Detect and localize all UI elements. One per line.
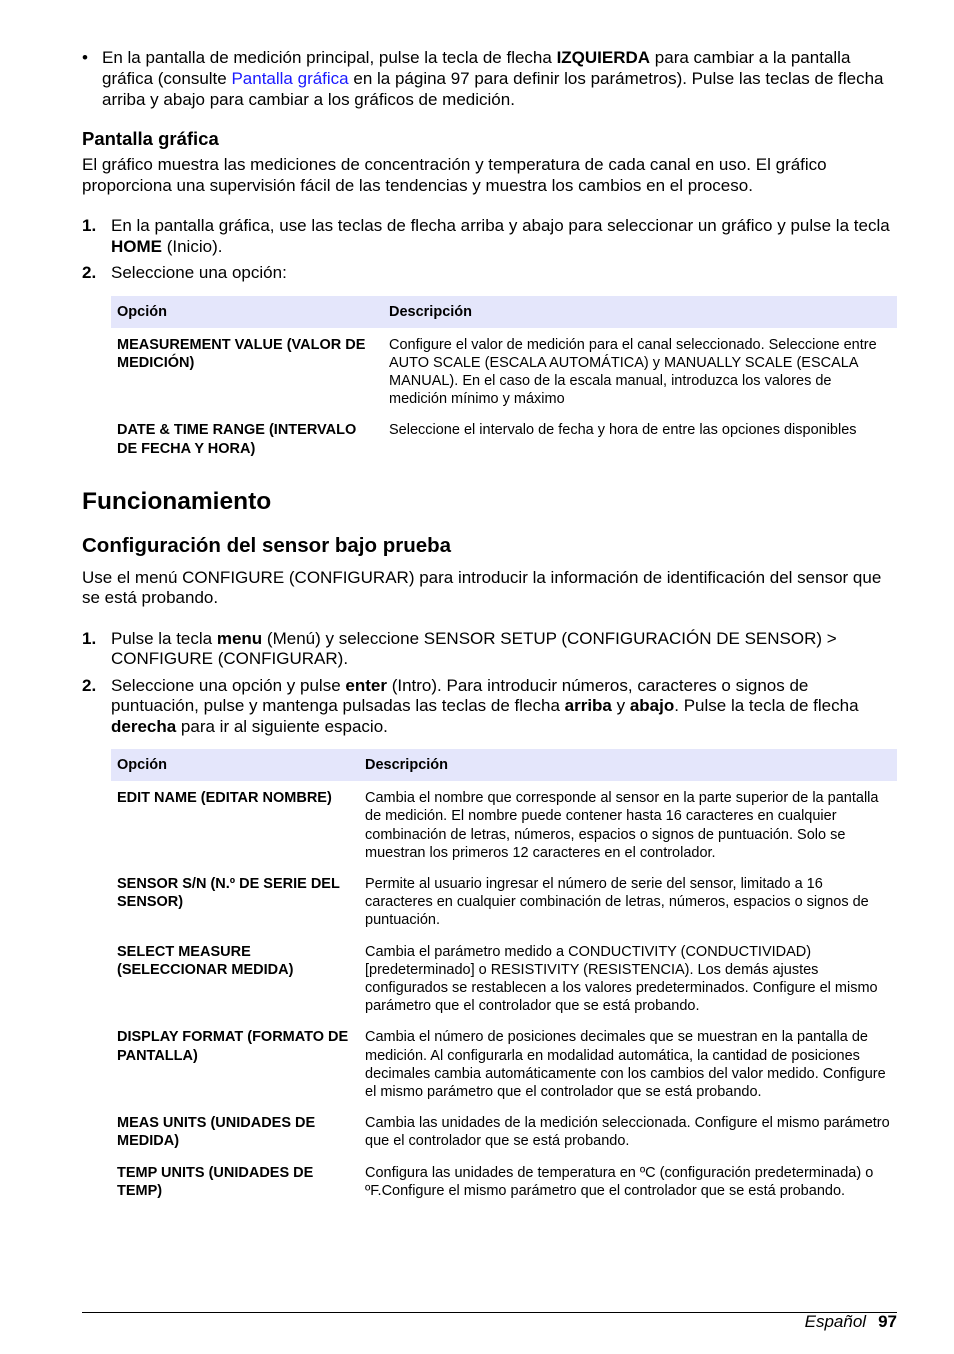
footer-rule xyxy=(82,1312,897,1313)
description-cell: Permite al usuario ingresar el número de serie del sensor, limitado a 16 caracteres en cualquier combinación de letras, números, espacios o signos de puntuación. xyxy=(365,876,869,929)
description-cell: Cambia el parámetro medido a CONDUCTIVITY (CONDUCTIVIDAD) [predeterminado] o RESISTIVITY (RESISTENCIA). Los demás ajustes configurados se restablecen a los valores predeterminados. Configure el mismo parámetro que el controlador que se está probando. xyxy=(365,943,878,1015)
step-text: Pulse la tecla xyxy=(111,628,217,648)
step-bold: enter xyxy=(345,675,387,695)
footer-language: Español xyxy=(804,1312,867,1331)
page-content xyxy=(82,44,897,1206)
step-text: y xyxy=(611,696,630,716)
option-cell: SENSOR S/N (N.º DE SERIE DEL SENSOR) xyxy=(117,876,340,911)
sensor-config-intro: Use el menú CONFIGURE (CONFIGURAR) para introducir la información de identificación del sensor que se está probando. xyxy=(82,567,882,608)
config-step-1 xyxy=(82,629,897,670)
step-text: En la pantalla gráfica, use las teclas de flecha arriba y abajo para seleccionar un gráfico y pulse la tecla xyxy=(111,216,890,235)
table-row xyxy=(111,781,897,868)
step-number: 1. xyxy=(82,216,97,235)
step-number: 1. xyxy=(82,628,97,648)
step-number: 2. xyxy=(82,263,97,282)
table-row xyxy=(111,936,897,1022)
graph-step-2 xyxy=(82,263,897,284)
table-row xyxy=(111,328,897,415)
bullet-text: En la pantalla de medición principal, pulse la tecla de flecha xyxy=(102,48,557,67)
description-cell: Cambia el número de posiciones decimales que se muestran en la pantalla de medición. Al configurarla en modalidad automática, la cantidad de posiciones decimales cambia automáticamente con los cambios del valor medido. Configure el mismo parámetro que el controlador que se está probando. xyxy=(365,1029,886,1101)
bullet-text: para cambiar a la pantalla gráfica (consulte xyxy=(102,48,851,88)
option-cell: SELECT MEASURE (SELECCIONAR MEDIDA) xyxy=(117,943,294,978)
bullet-text: en la página 97 para definir los parámetros). Pulse las teclas de flecha arriba y abajo para cambiar a los gráficos de medición. xyxy=(102,69,884,109)
table-header-row xyxy=(111,296,897,328)
column-header-option: Opción xyxy=(111,296,383,328)
step-bold: menu xyxy=(216,628,263,648)
column-header-description: Descripción xyxy=(383,296,897,328)
config-step-2 xyxy=(82,676,897,738)
step-bold: HOME xyxy=(111,236,162,256)
table-row xyxy=(111,1157,897,1206)
option-cell: DATE & TIME RANGE (INTERVALO DE FECHA Y HORA) xyxy=(117,422,357,457)
graph-section-heading: Pantalla gráfica xyxy=(82,128,219,149)
table-row xyxy=(111,414,897,463)
option-cell: DISPLAY FORMAT (FORMATO DE PANTALLA) xyxy=(117,1029,349,1064)
step-bold: derecha xyxy=(111,716,177,736)
step-text: Seleccione una opción y pulse xyxy=(111,675,346,695)
option-cell: MEASUREMENT VALUE (VALOR DE MEDICIÓN) xyxy=(117,336,366,371)
step-text: (Menú) y seleccione SENSOR SETUP (CONFIGURACIÓN DE SENSOR) > CONFIGURE (CONFIGURAR). xyxy=(111,628,837,669)
option-cell: EDIT NAME (EDITAR NOMBRE) xyxy=(117,790,332,807)
sensor-config-heading: Configuración del sensor bajo prueba xyxy=(82,533,452,557)
graph-step-1 xyxy=(82,216,897,257)
step-text: para ir al siguiente espacio. xyxy=(176,716,388,736)
bullet-dot: • xyxy=(82,48,88,67)
table-header-row xyxy=(111,749,897,781)
page-number: 97 xyxy=(878,1312,897,1331)
column-header-option: Opción xyxy=(111,749,359,781)
config-options-table xyxy=(111,749,897,1206)
option-cell: TEMP UNITS (UNIDADES DE TEMP) xyxy=(117,1164,314,1199)
step-number: 2. xyxy=(82,675,97,695)
description-cell: Configure el valor de medición para el canal seleccionado. Seleccione entre AUTO SCALE (ESCALA AUTOMÁTICA) y MANUALLY SCALE (ESCALA MANUAL). En el caso de la escala manual, introduzca los valores de medición mínimo y máximo xyxy=(389,336,877,408)
step-text: . Pulse la tecla de flecha xyxy=(674,696,859,716)
table-row xyxy=(111,1021,897,1107)
description-cell: Configura las unidades de temperatura en ºC (configuración predeterminada) o ºF.Configure el mismo parámetro que el controlador que se está probando. xyxy=(365,1164,874,1199)
graph-screen-link[interactable]: Pantalla gráfica xyxy=(231,69,349,88)
step-text: (Intro). Para introducir números, caracteres o signos de puntuación, pulse y mantenga pulsadas las teclas de flecha xyxy=(111,675,809,716)
description-cell: Seleccione el intervalo de fecha y hora de entre las opciones disponibles xyxy=(389,422,857,439)
step-text: Seleccione una opción: xyxy=(111,263,287,282)
bullet-item xyxy=(82,47,897,110)
bullet-bold: IZQUIERDA xyxy=(556,48,651,67)
step-bold: arriba xyxy=(564,696,612,716)
description-cell: Cambia las unidades de la medición seleccionada. Configure el mismo parámetro que el controlador que se está probando. xyxy=(365,1115,890,1150)
column-header-description: Descripción xyxy=(359,749,897,781)
step-text: (Inicio). xyxy=(162,236,223,256)
operation-heading: Funcionamiento xyxy=(82,487,272,515)
table-row xyxy=(111,1107,897,1156)
page-footer xyxy=(805,1312,897,1332)
description-cell: Cambia el nombre que corresponde al sensor en la parte superior de la pantalla de medición. El nombre puede contener hasta 16 caracteres en cualquier combinación de letras, números, espacios o signos de puntuación. Solo se muestran los primeros 12 caracteres en el controlador. xyxy=(365,790,879,861)
graph-intro: El gráfico muestra las mediciones de concentración y temperatura de cada canal en uso. El gráfico proporciona una supervisión fácil de las tendencias y muestra los cambios en el proceso. xyxy=(82,155,827,195)
graph-options-table xyxy=(111,296,897,464)
option-cell: MEAS UNITS (UNIDADES DE MEDIDA) xyxy=(117,1115,316,1150)
table-row xyxy=(111,868,897,936)
step-bold: abajo xyxy=(629,696,675,716)
